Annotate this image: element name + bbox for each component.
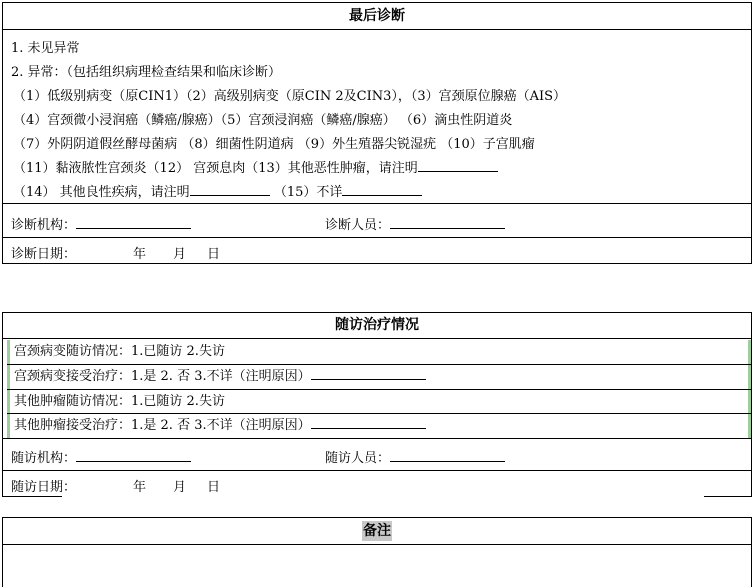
diagnosis-org-label: 诊断机构： <box>11 218 77 233</box>
other-tumor-reason-field[interactable] <box>311 427 426 429</box>
diagnosis-title: 最后诊断 <box>3 3 751 30</box>
notes-section <box>2 517 752 587</box>
followup-org-field[interactable] <box>76 460 191 462</box>
followup-staff-label: 随访人员： <box>325 451 391 466</box>
followup-org-row <box>11 447 191 466</box>
followup-divider-2 <box>3 470 751 471</box>
diagnosis-section <box>2 2 752 264</box>
diagnosis-line-8-text: （15）不详 <box>273 185 343 200</box>
diagnosis-line-6-text: （11）黏液脓性宫颈炎（12） 宫颈息肉（13）其他恶性肿瘤，请注明 <box>13 161 418 176</box>
notes-header <box>3 518 751 545</box>
diagnosis-line-7-text: （14） 其他良性疾病，请注明 <box>13 185 190 200</box>
other-malignant-blank[interactable] <box>418 170 498 172</box>
followup-divider-1 <box>3 438 751 439</box>
followup-date-label: 随访日期： <box>11 480 77 495</box>
diagnosis-line-6 <box>13 157 498 176</box>
diagnosis-date-label: 诊断日期： <box>11 247 77 262</box>
followup-date-year[interactable]: 年 <box>133 480 147 495</box>
diagnosis-staff-field[interactable] <box>390 227 505 229</box>
followup-row-4 <box>7 414 751 438</box>
diagnosis-line-1: 1. 未见异常 <box>11 41 80 56</box>
followup-date-row <box>11 476 221 495</box>
followup-row-3 <box>7 390 751 414</box>
followup-row-4-text: 其他肿瘤接受治疗：1.是 2. 否 3.不详（注明原因） <box>14 418 311 433</box>
followup-staff-row <box>325 447 505 466</box>
followup-date-day[interactable]: 日 <box>207 480 221 495</box>
diagnosis-line-7 <box>13 181 422 200</box>
diagnosis-org-field[interactable] <box>76 227 191 229</box>
followup-row-2-text: 宫颈病变接受治疗：1.是 2. 否 3.不详（注明原因） <box>14 369 311 384</box>
followup-section <box>2 312 752 496</box>
notes-content-area[interactable] <box>3 545 751 587</box>
followup-row-1 <box>7 340 751 364</box>
followup-row-1-text: 宫颈病变随访情况：1.已随访 2.失访 <box>14 344 225 359</box>
diagnosis-line-3: （1）低级别病变（原CIN1）（2）高级别病变（原CIN 2及CIN3），（3）宫颈原位腺癌（AIS） <box>13 89 567 104</box>
diagnosis-org-row <box>11 214 191 233</box>
followup-staff-field[interactable] <box>390 460 505 462</box>
diagnosis-line-2: 2. 异常：（包括组织病理检查结果和临床诊断） <box>11 65 282 80</box>
followup-title: 随访治疗情况 <box>3 313 751 339</box>
diagnosis-date-year[interactable]: 年 <box>133 247 147 262</box>
diagnosis-staff-row <box>325 214 505 233</box>
diagnosis-divider-2 <box>3 237 751 238</box>
unknown-blank[interactable] <box>342 194 422 196</box>
diagnosis-staff-label: 诊断人员： <box>325 218 391 233</box>
followup-bottom-line-left <box>2 496 62 497</box>
diagnosis-line-4: （4）宫颈微小浸润癌（鳞癌/腺癌）（5）宫颈浸润癌（鳞癌/腺癌） （6）滴虫性阴道炎 <box>13 113 513 128</box>
followup-row-2 <box>7 365 751 389</box>
diagnosis-divider-1 <box>3 203 751 204</box>
followup-row-3-text: 其他肿瘤随访情况：1.已随访 2.失访 <box>14 394 225 409</box>
followup-bottom-line-right <box>704 496 752 497</box>
diagnosis-date-month[interactable]: 月 <box>173 247 187 262</box>
diagnosis-date-day[interactable]: 日 <box>207 247 221 262</box>
notes-title: 备注 <box>363 523 391 539</box>
followup-org-label: 随访机构： <box>11 451 77 466</box>
cervical-treatment-reason-field[interactable] <box>311 378 426 380</box>
diagnosis-line-5: （7）外阴阴道假丝酵母菌病 （8）细菌性阴道病 （9）外生殖器尖锐湿疣 （10）子宫肌瘤 <box>13 137 535 152</box>
followup-date-month[interactable]: 月 <box>173 480 187 495</box>
diagnosis-date-row <box>11 243 221 262</box>
other-benign-blank[interactable] <box>190 194 270 196</box>
